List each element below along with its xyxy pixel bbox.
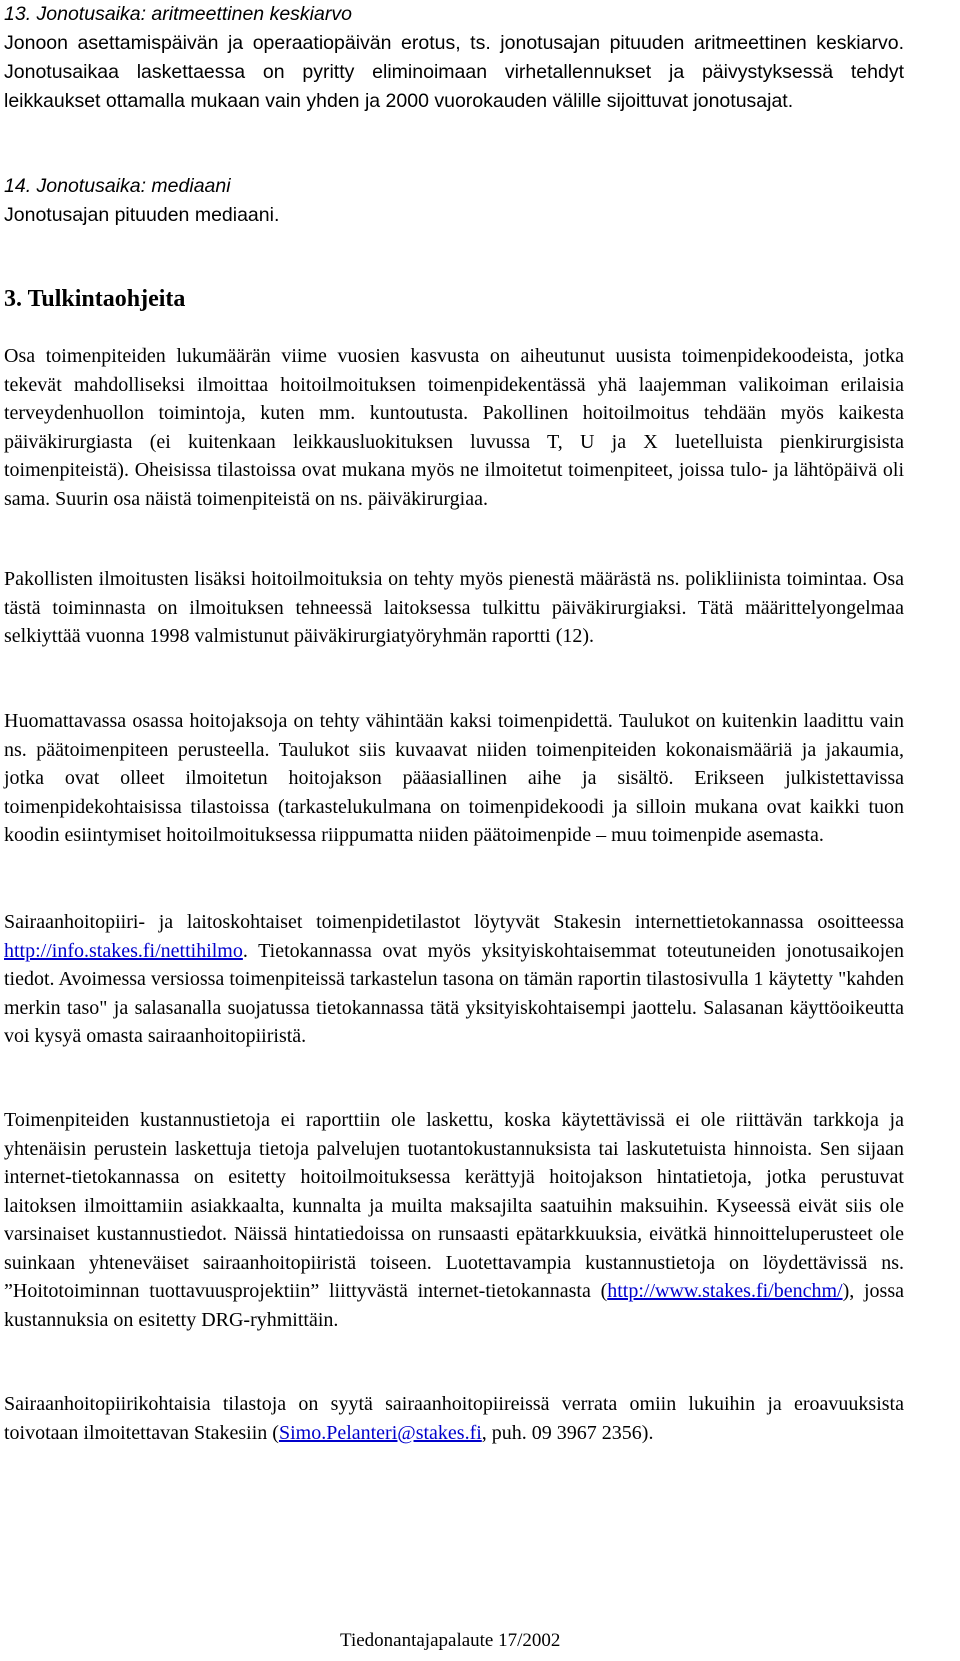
paragraph-text: Toimenpiteiden kustannustietoja ei raporttiin ole laskettu, koska käytettävissä ei ole riittävän tarkkoja ja yhtenäisin perustein laskettuja tietoja palvelujen tuotantokustannuksista tai laskutetuista hinnoista. Sen sijaan internet-tietokannassa on esitetty hoitoilmoituksessa kerättyjä hoitojakson hintatietoja, jotka perustuvat laitoksen ilmoittamiin asiakkaalta, kunnalta ja muilta maksajilta saatuihin maksuihin. Kyseessä eivät siis ole varsinaiset kustannustiedot. Näissä hintatiedoissa on runsaasti epätarkkuuksia, eivätkä hinnoitteluperusteet ole suinkaan yhteneväiset sairaanhoitopiiristä toiseen. Luotettavampia kustannustietoja on löydettävissä ns. ”Hoitotoiminnan tuottavuusprojektiin” liittyvästä internet-tietokannasta ( (4, 1109, 904, 1302)
paragraph-main-procedure: Huomattavassa osassa hoitojaksoja on tehty vähintään kaksi toimenpidettä. Taulukot on kuitenkin laadittu vain ns. päätoimenpiteen perusteella. Taulukot siis kuvaavat niiden toimenpiteiden kokonaismääriä ja jakaumia, jotka ovat olleet ilmoitetun hoitojakson pääasiallinen aihe ja sisältö. Erikseen julkistettavissa toimenpidekohtaisissa tilastoissa (tarkastelukulmana on toimenpidekoodi ja silloin mukana ovat kaikki tuon koodin esiintymiset hoitoilmoituksessa riippumatta niiden päätoimenpide – muu toimenpide asemasta. (4, 710, 904, 846)
paragraph-text: Sairaanhoitopiiri- ja laitoskohtaiset toimenpidetilastot löytyvät Stakesin internettietokannassa osoitteessa (4, 911, 904, 933)
definition-title: 13. Jonotusaika: aritmeettinen keskiarvo (4, 3, 352, 25)
paragraph-procedure-codes: Osa toimenpiteiden lukumäärän viime vuosien kasvusta on aiheutunut uusista toimenpidekoodeista, jotka tekevät mahdolliseksi ilmoittaa hoitoilmoituksen toimenpidekentässä yhä laajemman valikoiman erilaisia terveydenhuollon toimintoja, kuten mm. kuntoutusta. Pakollinen hoitoilmoitus tehdään myös kaikesta päiväkirurgiasta (ei kuitenkaan leikkausluokituksen luvussa T, U ja X luetelluista pienkirurgisista toimenpiteistä). Oheisissa tilastoissa ovat mukana myös ne ilmoitetut toimenpiteet, joissa tulo- ja lähtöpäivä oli sama. Suurin osa näistä toimenpiteistä on ns. päiväkirurgiaa. (4, 345, 904, 510)
paragraph-contact (4, 1390, 904, 1447)
benchm-link[interactable]: http://www.stakes.fi/benchm/ (607, 1280, 843, 1302)
definition-13 (4, 0, 904, 116)
email-link[interactable]: Simo.Pelanteri@stakes.fi (278, 1421, 482, 1444)
definition-text: Jonotusajan pituuden mediaani. (4, 204, 280, 226)
section-heading: 3. Tulkintaohjeita (4, 286, 186, 312)
paragraph-text: . Tietokannassa ovat myös yksityiskohtaisemmat toteutuneiden jonotusaikojen tiedot. Avoimessa versiossa toimenpiteissä tarkastelun tasona on tämän raportin tilastosivulla 1 käytetty "kahden merkin taso" ja salasanalla suojatussa tietokannassa tätä yksityiskohtaisempi jaottelu. Salasanan käyttöoikeutta voi kysyä omasta sairaanhoitopiiristä. (4, 939, 904, 1047)
paragraph-cost-data (4, 1106, 904, 1334)
definition-title: 14. Jonotusaika: mediaani (4, 175, 231, 197)
paragraph-text: ), jossa kustannuksia on esitetty DRG-ryhmittäin. (4, 1280, 904, 1331)
paragraph-outpatient: Pakollisten ilmoitusten lisäksi hoitoilmoituksia on tehty myös pienestä määrästä ns. polikliinista toimintaa. Osa tästä toiminnasta on ilmoituksen tehneessä laitoksessa tulkittu päiväkirurgiaksi. Tätä määrittelyongelmaa selkiyttää vuonna 1998 valmistunut päiväkirurgiatyöryhmän raportti (12). (4, 568, 904, 647)
paragraph-text: , puh. 09 3967 2356). (481, 1421, 654, 1444)
nettihilmo-link[interactable]: http://info.stakes.fi/nettihilmo (4, 939, 243, 962)
paragraph-internet-database (4, 908, 904, 1051)
page-footer: Tiedonantajapalaute 17/2002 (340, 1630, 561, 1651)
definition-14 (4, 172, 904, 230)
definition-text: Jonoon asettamispäivän ja operaatiopäivän erotus, ts. jonotusajan pituuden aritmeettinen keskiarvo. Jonotusaikaa laskettaessa on pyritty eliminoimaan virhetallennukset ja päivystyksessä tehdyt leikkaukset ottamalla mukaan vain yhden ja 2000 vuorokauden välille sijoittuvat jonotusajat. (4, 32, 904, 112)
paragraph-text: Sairaanhoitopiirikohtaisia tilastoja on syytä sairaanhoitopiireissä verrata omiin lukuihin ja eroavuuksista toivotaan ilmoitettavan Stakesiin ( (4, 1393, 904, 1444)
